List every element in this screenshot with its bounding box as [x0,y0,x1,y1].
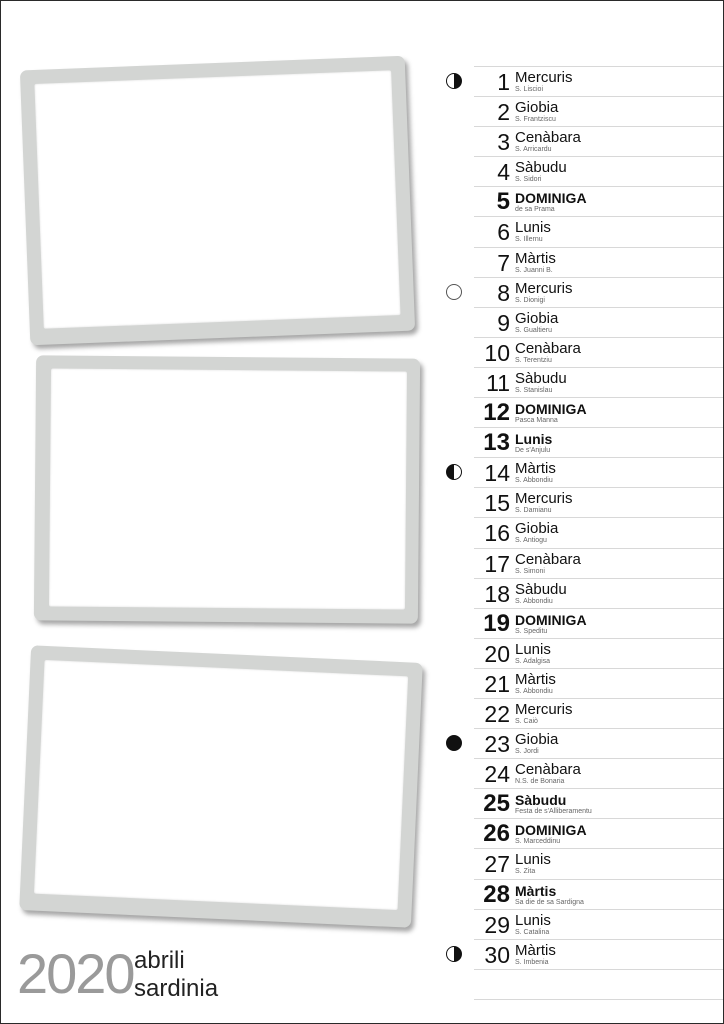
saint-name: S. Dionigi [515,296,545,304]
weekday-name: Cenàbara [515,761,581,779]
day-row [474,97,724,127]
weekday-name: Lunis [515,219,551,237]
photo-placeholder [34,660,408,910]
weekday-name: Lunis [515,431,553,448]
day-number: 22 [484,700,510,727]
weekday-name: Mercuris [515,700,573,718]
day-row [474,669,724,699]
saint-name: S. Marceddinu [515,838,561,846]
saint-name: S. Abbondiu [515,477,553,485]
weekday-name: Cenàbara [515,339,581,357]
last-quarter-moon-icon [446,464,462,480]
day-number: 10 [484,339,510,366]
saint-name: De s'Anjulu [515,447,551,455]
day-row [474,609,724,639]
day-number: 3 [497,129,510,156]
weekday-name: Giobia [515,731,559,749]
month-label: abrili [134,947,185,974]
weekday-name: DOMINIGA [515,401,587,418]
day-row [474,849,724,879]
day-number: 23 [484,731,510,758]
weekday-name: Màrtis [515,941,556,959]
day-number: 2 [497,99,510,126]
day-list [474,66,724,1000]
day-number: 12 [483,399,510,427]
weekday-name: Cenàbara [515,550,581,568]
day-row [474,187,724,217]
day-row [474,518,724,548]
day-number: 17 [484,550,510,577]
photo-frame [20,56,415,346]
saint-name: S. Zita [515,868,536,876]
weekday-name: Giobia [515,309,559,327]
day-number: 18 [484,580,510,607]
divider [474,970,724,1000]
day-number: 19 [483,609,510,637]
weekday-name: DOMINIGA [515,611,587,628]
day-number: 30 [484,941,510,968]
day-number: 16 [484,520,510,547]
day-row [474,398,724,428]
weekday-name: Giobia [515,99,559,117]
saint-name: de sa Prama [515,206,555,214]
saint-name: S. Abbondiu [515,687,553,695]
day-row [474,338,724,368]
weekday-name: Sàbudu [515,792,567,809]
day-number: 13 [483,429,510,457]
day-number: 6 [497,219,510,246]
day-row [474,699,724,729]
day-number: 29 [484,911,510,938]
saint-name: S. Caiò [515,717,538,725]
day-row [474,910,724,940]
weekday-name: Lunis [515,640,551,658]
first-quarter-moon-icon [446,73,462,89]
weekday-name: Mercuris [515,69,573,86]
weekday-name: Sàbudu [515,369,567,387]
day-number: 11 [486,369,510,396]
day-row [474,579,724,609]
day-row [474,819,724,849]
day-row [474,639,724,669]
saint-name: S. Gualtieru [515,326,552,334]
day-row [474,940,724,970]
saint-name: S. Abbondiu [515,597,553,605]
photo-placeholder [49,368,407,609]
weekday-name: Màrtis [515,882,557,899]
saint-name: S. Frantziscu [515,116,556,124]
first-quarter-moon-icon [446,946,462,962]
photo-placeholder [34,70,400,329]
day-row [474,549,724,579]
saint-name: S. Arricardu [515,146,552,154]
new-moon-icon [446,735,462,751]
saint-name: S. Speditu [515,627,548,635]
day-number: 21 [484,670,510,697]
day-row [474,157,724,187]
saint-name: S. Damianu [515,507,552,515]
day-number: 8 [497,279,510,306]
saint-name: S. Terentziu [515,356,552,364]
day-row [474,127,724,157]
weekday-name: Lunis [515,851,551,869]
weekday-name: DOMINIGA [515,190,587,207]
saint-name: N.S. de Bonaria [515,778,565,786]
day-number: 7 [497,249,510,276]
year-label: 2020 [17,942,134,1005]
day-number: 28 [483,880,510,908]
saint-name: Sa die de sa Sardigna [515,898,584,906]
day-row [474,428,724,458]
day-row [474,248,724,278]
weekday-name: Mercuris [515,279,573,297]
day-number: 26 [483,820,510,848]
day-row [474,67,724,97]
saint-name: S. Sidori [515,176,542,184]
day-row [474,488,724,518]
weekday-name: Màrtis [515,670,556,688]
photo-frame [19,645,423,928]
day-row [474,368,724,398]
day-number: 27 [484,851,510,878]
day-row [474,789,724,819]
day-row [474,458,724,488]
day-number: 4 [497,159,510,186]
day-number: 9 [497,309,510,336]
weekday-name: Cenàbara [515,129,581,147]
day-row [474,217,724,247]
saint-name: Pasca Manna [515,417,558,425]
weekday-name: Mercuris [515,490,573,508]
full-moon-icon [446,284,462,300]
weekday-name: DOMINIGA [515,822,587,839]
weekday-name: Lunis [515,911,551,929]
day-row [474,729,724,759]
saint-name: S. Antiogu [515,537,547,545]
day-number: 15 [484,490,510,517]
saint-name: S. Juanni B. [515,266,553,274]
weekday-name: Sàbudu [515,159,567,177]
saint-name: Festa de s'Alliberamentu [515,808,592,816]
day-number: 25 [483,790,510,818]
saint-name: S. Stanislau [515,386,553,394]
weekday-name: Giobia [515,520,559,538]
region-label: sardinia [134,975,219,1002]
day-row [474,880,724,910]
saint-name: S. Simoni [515,567,545,575]
day-row [474,759,724,789]
saint-name: S. Liscioi [515,86,544,93]
saint-name: S. Jordi [515,748,539,756]
saint-name: S. Catalina [515,928,550,936]
saint-name: S. Illernu [515,236,543,244]
day-row [474,308,724,338]
day-number: 1 [497,69,510,95]
day-row [474,278,724,308]
weekday-name: Màrtis [515,460,556,478]
photo-frame [34,355,420,623]
saint-name: S. Imbenia [515,958,549,966]
saint-name: S. Adalgisa [515,657,551,665]
day-number: 5 [496,188,510,216]
day-number: 24 [484,761,510,788]
day-number: 14 [484,460,510,487]
weekday-name: Sàbudu [515,580,567,598]
day-number: 20 [484,640,510,667]
weekday-name: Màrtis [515,249,556,267]
